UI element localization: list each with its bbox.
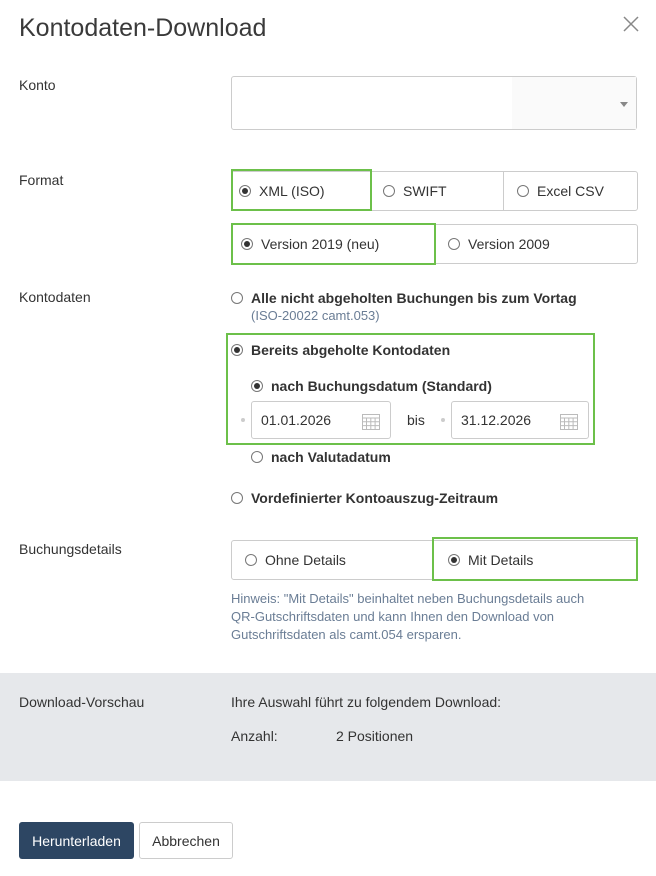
date-to-required-dot <box>441 418 445 422</box>
date-to-value: 31.12.2026 <box>461 412 532 428</box>
calendar-icon[interactable] <box>362 413 380 433</box>
format-swift-option[interactable] <box>371 171 504 211</box>
radio-version-2009[interactable] <box>448 238 460 250</box>
konto-label: Konto <box>19 77 56 93</box>
format-csv-option[interactable] <box>503 171 638 211</box>
details-without-option[interactable] <box>231 540 434 580</box>
dialog-title: Kontodaten-Download <box>19 14 267 42</box>
caret-down-icon <box>620 102 628 107</box>
preview-count-label: Anzahl: <box>231 728 278 744</box>
kontodaten-fetched-option[interactable] <box>231 342 450 358</box>
date-from-value: 01.01.2026 <box>261 412 332 428</box>
details-hint <box>231 590 641 644</box>
hint-line-2: QR-Gutschriftsdaten und kann Ihnen den Download von <box>231 609 555 624</box>
close-icon[interactable] <box>620 13 642 35</box>
radio-fetched[interactable] <box>231 344 243 356</box>
download-preview-panel <box>0 673 656 781</box>
buchungsdetails-label: Buchungsdetails <box>19 541 122 557</box>
dropdown-toggle[interactable] <box>512 77 636 129</box>
preview-text: Ihre Auswahl führt zu folgendem Download: <box>231 694 502 710</box>
radio-value-date[interactable] <box>251 451 263 463</box>
radio-swift[interactable] <box>383 185 395 197</box>
date-to-input[interactable] <box>451 401 589 439</box>
calendar-icon[interactable] <box>560 413 578 433</box>
predefined-label: Vordefinierter Kontoauszug-Zeitraum <box>251 490 499 506</box>
booking-date-option[interactable] <box>251 378 492 394</box>
kontodaten-label: Kontodaten <box>19 289 91 305</box>
radio-booking-date[interactable] <box>251 380 263 392</box>
version-2009-label: Version 2009 <box>468 236 550 252</box>
with-details-label: Mit Details <box>468 552 534 568</box>
kontodaten-unfetched-option[interactable] <box>231 290 577 306</box>
radio-without-details[interactable] <box>245 554 257 566</box>
format-xml-highlight <box>231 169 372 211</box>
radio-csv[interactable] <box>517 185 529 197</box>
booking-date-label: nach Buchungsdatum (Standard) <box>271 378 492 394</box>
preview-count-value: 2 Positionen <box>336 728 414 744</box>
version-2019-highlight <box>231 223 436 265</box>
date-separator: bis <box>407 412 425 428</box>
version-2019-label: Version 2019 (neu) <box>261 236 380 252</box>
unfetched-sublabel: (ISO-20022 camt.053) <box>251 308 380 323</box>
format-xml-label: XML (ISO) <box>259 183 325 199</box>
value-date-label: nach Valutadatum <box>271 449 391 465</box>
radio-predefined[interactable] <box>231 492 243 504</box>
format-label: Format <box>19 172 64 188</box>
value-date-option[interactable] <box>251 449 391 465</box>
preview-label: Download-Vorschau <box>19 694 145 710</box>
fetched-label: Bereits abgeholte Kontodaten <box>251 342 451 358</box>
cancel-button[interactable]: Abbrechen <box>139 822 233 859</box>
date-from-required-dot <box>241 418 245 422</box>
with-details-highlight <box>432 537 638 581</box>
date-from-input[interactable] <box>251 401 391 439</box>
radio-unfetched[interactable] <box>231 292 243 304</box>
hint-line-3: Gutschriftsdaten als camt.054 ersparen. <box>231 627 462 642</box>
predefined-period-option[interactable] <box>231 490 498 506</box>
konto-select[interactable] <box>231 76 637 130</box>
unfetched-label: Alle nicht abgeholten Buchungen bis zum Vortag <box>251 290 577 306</box>
without-details-label: Ohne Details <box>265 552 346 568</box>
format-csv-label: Excel CSV <box>537 183 604 199</box>
hint-line-1: Hinweis: "Mit Details" beinhaltet neben Buchungsdetails auch <box>231 591 585 606</box>
version-2009-option[interactable] <box>435 224 638 264</box>
format-swift-label: SWIFT <box>403 183 447 199</box>
download-button[interactable]: Herunterladen <box>19 822 134 859</box>
